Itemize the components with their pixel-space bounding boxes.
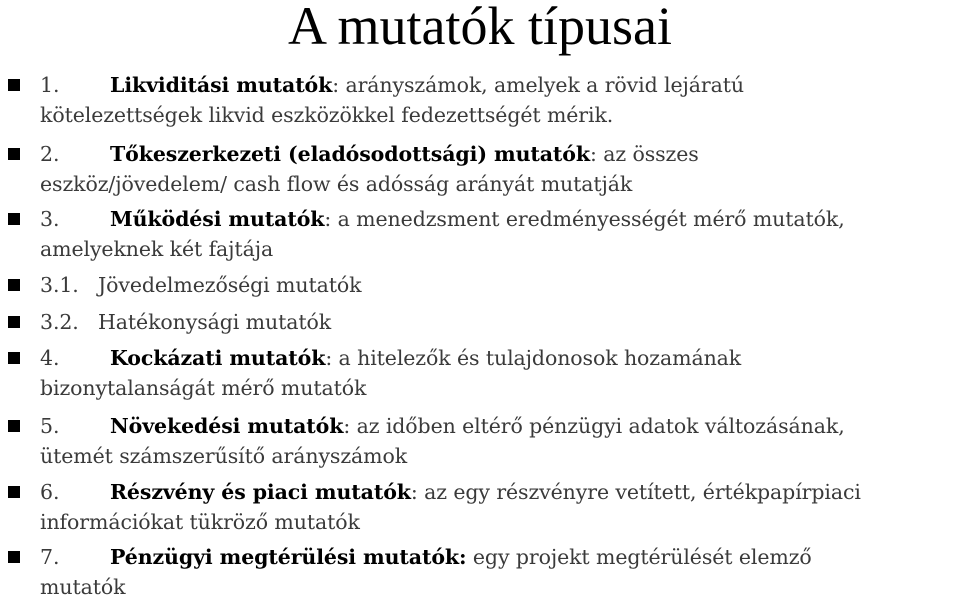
list-item xyxy=(40,204,958,264)
item-text-continued: eszköz/jövedelem/ cash flow és adósság arányát mutatják xyxy=(40,172,633,196)
slide-title: A mutatók típusai xyxy=(288,0,672,56)
item-keyword: Működési mutatók xyxy=(110,207,325,231)
square-bullet-icon xyxy=(8,316,20,328)
item-number: 7. xyxy=(40,545,60,569)
item-number: 1. xyxy=(40,73,60,97)
item-keyword: Tőkeszerkezeti (eladósodottsági) mutatók xyxy=(110,142,590,166)
item-text: Jövedelmezőségi mutatók xyxy=(98,273,362,297)
list-item xyxy=(40,307,958,337)
item-number: 3. xyxy=(40,207,60,231)
item-text-continued: bizonytalanságát mérő mutatók xyxy=(40,376,367,400)
list-item xyxy=(40,411,958,471)
list-item xyxy=(40,477,958,537)
item-text: : arányszámok, amelyek a rövid lejáratú xyxy=(332,73,744,97)
list-item xyxy=(40,542,958,602)
item-number: 3.1. xyxy=(40,273,79,297)
item-number: 4. xyxy=(40,346,60,370)
square-bullet-icon xyxy=(8,420,20,432)
list-item xyxy=(40,139,958,199)
item-keyword: Likviditási mutatók xyxy=(110,73,333,97)
square-bullet-icon xyxy=(8,79,20,91)
item-number: 2. xyxy=(40,142,60,166)
square-bullet-icon xyxy=(8,148,20,160)
item-number: 6. xyxy=(40,480,60,504)
item-number: 5. xyxy=(40,414,60,438)
list-item xyxy=(40,270,958,300)
item-text: : az összes xyxy=(589,142,699,166)
square-bullet-icon xyxy=(8,486,20,498)
item-text-continued: ütemét számszerűsítő arányszámok xyxy=(40,444,408,468)
item-text-continued: kötelezettségek likvid eszközökkel fedezettségét mérik. xyxy=(40,103,614,127)
item-text: : az egy részvényre vetített, értékpapírpiaci xyxy=(410,480,861,504)
item-keyword: Részvény és piaci mutatók xyxy=(110,480,411,504)
item-text: : a menedzsment eredményességét mérő mutatók, xyxy=(324,207,845,231)
list-item xyxy=(40,343,958,403)
square-bullet-icon xyxy=(8,213,20,225)
item-text: Hatékonysági mutatók xyxy=(98,310,332,334)
square-bullet-icon xyxy=(8,352,20,364)
item-text: : a hitelezők és tulajdonosok hozamának xyxy=(325,346,742,370)
item-keyword: Növekedési mutatók xyxy=(110,414,344,438)
item-number: 3.2. xyxy=(40,310,79,334)
item-text-continued: mutatók xyxy=(40,575,126,599)
square-bullet-icon xyxy=(8,279,20,291)
item-text: : az időben eltérő pénzügyi adatok változásának, xyxy=(343,414,845,438)
item-text: egy projekt megtérülését elemző xyxy=(466,545,812,569)
square-bullet-icon xyxy=(8,551,20,563)
item-keyword: Pénzügyi megtérülési mutatók: xyxy=(110,545,467,569)
item-text-continued: információkat tükröző mutatók xyxy=(40,510,360,534)
item-text-continued: amelyeknek két fajtája xyxy=(40,237,274,261)
list-item xyxy=(40,70,958,130)
item-keyword: Kockázati mutatók xyxy=(110,346,326,370)
